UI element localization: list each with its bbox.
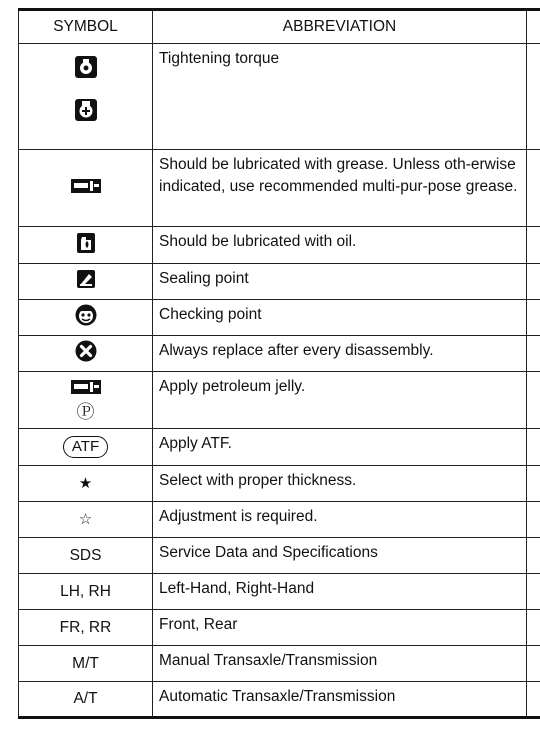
symbol-cell: [19, 502, 153, 538]
edge-cell: [527, 574, 540, 610]
grease-gun-icon: [71, 380, 101, 399]
tightening-torque-bolt-icon: [75, 99, 97, 126]
abbreviation-cell: Select with proper thickness.: [153, 466, 527, 502]
edge-cell: [527, 502, 540, 538]
abbreviation-cell: Tightening torque: [153, 44, 527, 150]
table-row: [19, 429, 540, 466]
solid-star-icon: ★: [78, 475, 93, 493]
edge-cell: [527, 227, 540, 264]
checking-point-icon: [75, 304, 97, 331]
petroleum-jelly-p-icon: Ⓟ: [76, 402, 95, 422]
oil-can-icon: [77, 233, 95, 258]
symbol-cell: FR, RR: [19, 610, 153, 646]
edge-cell: [527, 336, 540, 372]
table-row: [19, 336, 540, 372]
edge-cell: [527, 300, 540, 336]
table-row: [19, 372, 540, 429]
edge-cell: [527, 646, 540, 682]
symbol-cell: [19, 300, 153, 336]
edge-column: [527, 10, 540, 44]
abbreviation-cell: Sealing point: [153, 264, 527, 300]
edge-cell: [527, 538, 540, 574]
table-row: [19, 44, 540, 150]
edge-cell: [527, 150, 540, 227]
atf-label: ATF: [71, 438, 100, 455]
abbreviation-cell: Manual Transaxle/Transmission: [153, 646, 527, 682]
abbreviation-cell: Adjustment is required.: [153, 502, 527, 538]
symbol-cell: [19, 466, 153, 502]
edge-cell: [527, 682, 540, 718]
abbreviation-cell: Front, Rear: [153, 610, 527, 646]
symbol-cell: LH, RH: [19, 574, 153, 610]
symbol-header: SYMBOL: [19, 10, 153, 44]
symbol-cell: [19, 264, 153, 300]
edge-cell: [527, 44, 540, 150]
symbol-cell: [19, 44, 153, 150]
abbreviation-cell: Always replace after every disassembly.: [153, 336, 527, 372]
always-replace-icon: [75, 340, 97, 367]
atf-icon: [63, 436, 108, 458]
abbreviation-cell: Service Data and Specifications: [153, 538, 527, 574]
table-row: [19, 574, 540, 610]
abbreviation-cell: Should be lubricated with oil.: [153, 227, 527, 264]
symbol-cell: M/T: [19, 646, 153, 682]
edge-cell: [527, 429, 540, 466]
outline-star-icon: ☆: [78, 511, 93, 529]
table-row: [19, 264, 540, 300]
table-row: [19, 538, 540, 574]
edge-cell: [527, 372, 540, 429]
table-row: [19, 610, 540, 646]
tightening-torque-nut-icon: [75, 56, 97, 83]
table-row: [19, 682, 540, 718]
table-row: [19, 227, 540, 264]
table-row: [19, 150, 540, 227]
table-row: [19, 646, 540, 682]
symbol-cell: [19, 372, 153, 429]
grease-gun-icon: [71, 179, 101, 198]
table-row: [19, 502, 540, 538]
symbol-cell: [19, 227, 153, 264]
edge-cell: [527, 264, 540, 300]
abbreviation-header: ABBREVIATION: [153, 10, 527, 44]
edge-cell: [527, 610, 540, 646]
symbol-cell: SDS: [19, 538, 153, 574]
sealing-point-icon: [77, 270, 95, 293]
abbreviation-cell: Apply ATF.: [153, 429, 527, 466]
abbreviation-cell: Should be lubricated with grease. Unless oth-erwise indicated, use recommended multi-pur-pose grease.: [153, 150, 527, 227]
abbreviation-cell: Apply petroleum jelly.: [153, 372, 527, 429]
symbol-cell: [19, 336, 153, 372]
abbreviation-table: [18, 8, 540, 719]
edge-cell: [527, 466, 540, 502]
table-row: [19, 300, 540, 336]
symbol-cell: [19, 429, 153, 466]
symbol-cell: [19, 150, 153, 227]
abbreviation-cell: Left-Hand, Right-Hand: [153, 574, 527, 610]
abbreviation-cell: Checking point: [153, 300, 527, 336]
table-row: [19, 466, 540, 502]
symbol-cell: A/T: [19, 682, 153, 718]
header-row: [19, 10, 540, 44]
abbreviation-cell: Automatic Transaxle/Transmission: [153, 682, 527, 718]
